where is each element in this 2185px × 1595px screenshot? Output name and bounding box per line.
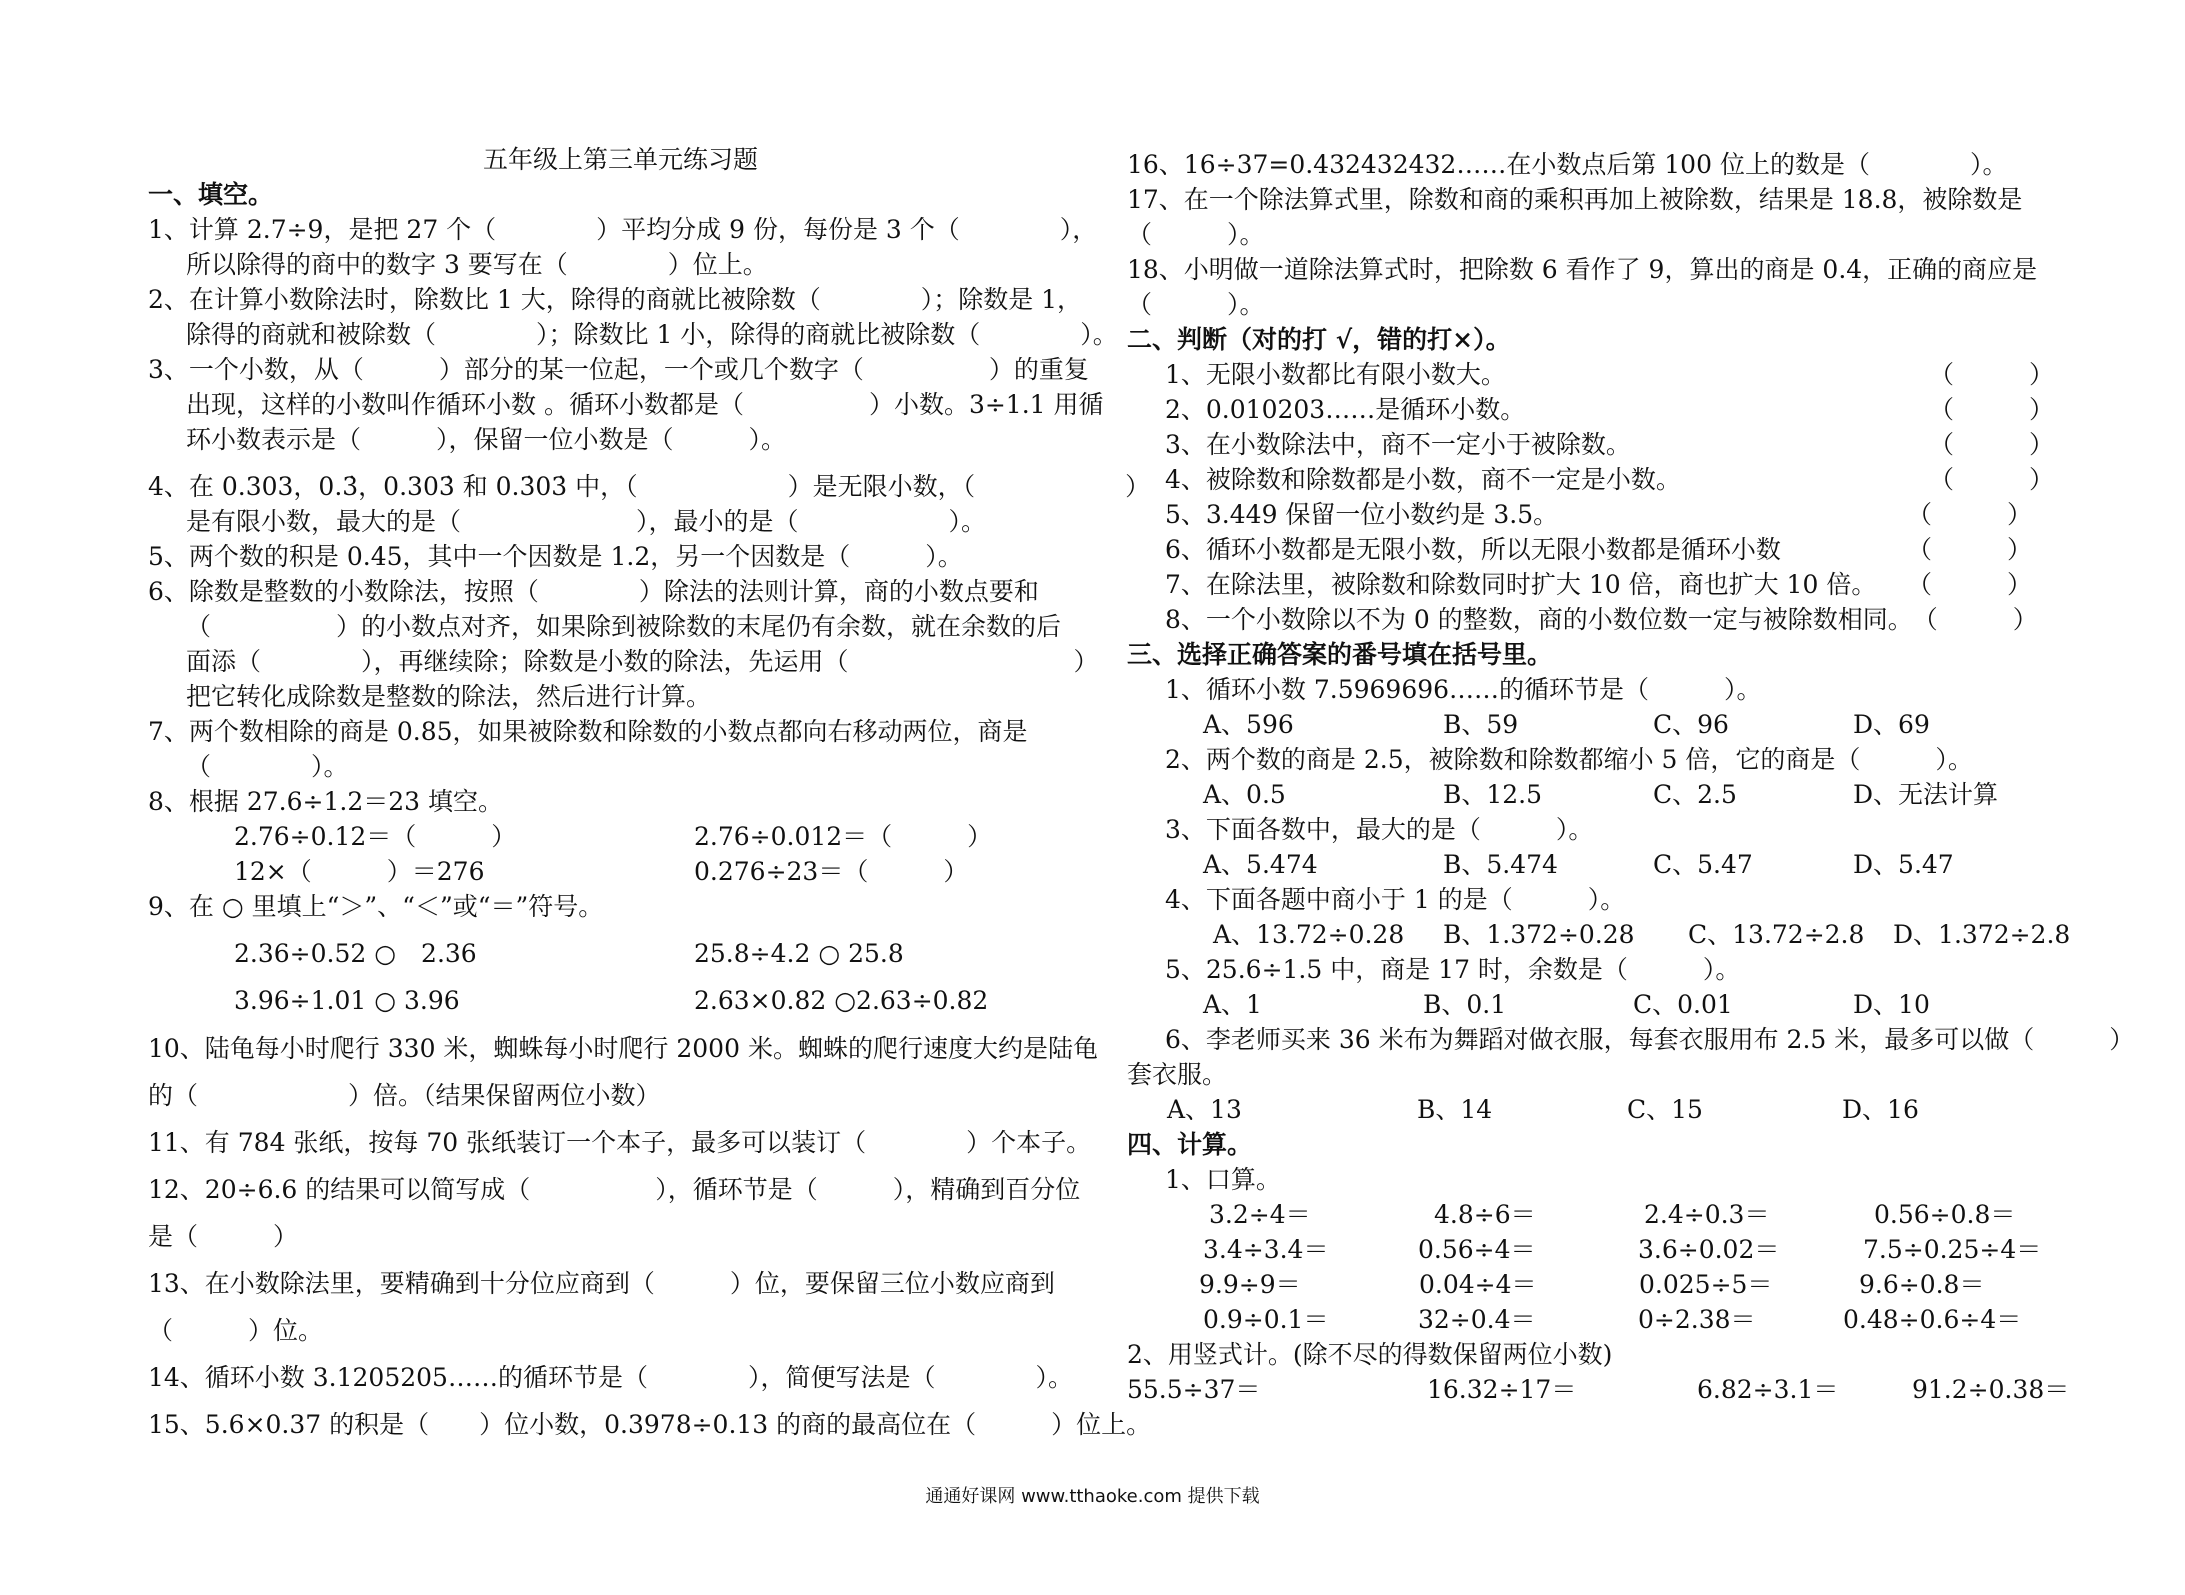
oral-title: 1、口算。: [1165, 1165, 1281, 1194]
oral-item: 0÷2.38＝: [1638, 1305, 1756, 1334]
vertical-item: 55.5÷37＝: [1127, 1375, 1261, 1404]
choice-option: B、14: [1417, 1095, 1493, 1124]
oral-item: 0.56÷4＝: [1418, 1235, 1536, 1264]
q6-line-1: 6、除数是整数的小数除法，按照（ ）除法的法则计算，商的小数点要和: [148, 577, 1039, 606]
judge-text: 3、在小数除法中，商不一定小于被除数。: [1165, 430, 1631, 459]
page-footer: 通通好课网 www.tthaoke.com 提供下载: [925, 1486, 1260, 1507]
choice-options: [1127, 777, 2072, 812]
q9-title: 9、在 ○ 里填上“＞”、“＜”或“＝”符号。: [148, 892, 604, 921]
q9-item: 25.8÷4.2 ○ 25.8: [694, 939, 904, 968]
q1-line-1: 1、计算 2.7÷9，是把 27 个（ ）平均分成 9 份，每份是 3 个（ ），: [148, 215, 1098, 244]
judge-bracket: （ ）: [1928, 360, 2054, 389]
q9-item: 2.36÷0.52 ○ 2.36: [234, 939, 477, 968]
choice-options: [1127, 707, 2072, 742]
q9-item: 2.63×0.82 ○2.63÷0.82: [694, 986, 989, 1015]
left-column: [148, 142, 1152, 1442]
judge-bracket: （ ）: [1906, 535, 2032, 564]
oral-item: 0.56÷0.8＝: [1874, 1200, 2016, 1229]
judge-bracket: （ ）: [1906, 500, 2032, 529]
q8-item: 12×（ ）＝276: [234, 857, 485, 886]
choice-question: 5、25.6÷1.5 中，商是 17 时，余数是（ ）。: [1165, 955, 1741, 984]
q5-line: 5、两个数的积是 0.45，其中一个因数是 1.2，另一个因数是（ ）。: [148, 542, 963, 571]
choice-option: C、0.01: [1633, 990, 1733, 1019]
q9-row-2: [148, 983, 1093, 1018]
judge-bracket: （ ）: [1912, 605, 2038, 634]
oral-row: [1127, 1232, 2072, 1267]
choice-option: D、5.47: [1853, 850, 1954, 879]
judge-text: 6、循环小数都是无限小数，所以无限小数都是循环小数: [1165, 535, 1781, 564]
q7-line-2: （ ）。: [186, 752, 349, 781]
q13-line-1: 13、在小数除法里，要精确到十分位应商到（ ）位，要保留三位小数应商到: [148, 1269, 1055, 1298]
q8-item: 2.76÷0.012＝（ ）: [694, 822, 993, 851]
choice-option: C、96: [1653, 710, 1729, 739]
section-3-title: 三、选择正确答案的番号填在括号里。: [1127, 640, 1553, 669]
q14-line: 14、循环小数 3.1205205……的循环节是（ ），简便写法是（ ）。: [148, 1363, 1073, 1392]
choice-question: 3、下面各数中，最大的是（ ）。: [1165, 815, 1594, 844]
choice-option: C、2.5: [1653, 780, 1737, 809]
section-1-title: 一、填空。: [148, 180, 274, 209]
q6-line-3: 面添（ ），再继续除；除数是小数的除法，先运用（ ）: [186, 647, 1099, 676]
choice-option: A、1: [1203, 990, 1262, 1019]
choice-option: D、无法计算: [1853, 780, 1999, 809]
judge-item: [1127, 532, 2072, 567]
choice-question-6-line-1: 6、李老师买来 36 米布为舞蹈对做衣服，每套衣服用布 2.5 米，最多可以做（ ）: [1165, 1025, 2135, 1054]
q15-line: 15、5.6×0.37 的积是（ ）位小数，0.3978÷0.13 的商的最高位在（ ）位上。: [148, 1410, 1152, 1439]
judge-item: [1127, 497, 2072, 532]
choice-option: C、13.72÷2.8: [1688, 920, 1865, 949]
choice-option: C、5.47: [1653, 850, 1753, 879]
oral-item: 9.6÷0.8＝: [1859, 1270, 1985, 1299]
section-2-title: 二、判断（对的打 √，错的打×）。: [1127, 325, 1511, 354]
choice-option: D、1.372÷2.8: [1893, 920, 2071, 949]
choice-option: D、16: [1842, 1095, 1919, 1124]
vertical-item: 91.2÷0.38＝: [1912, 1375, 2070, 1404]
choice-option: B、59: [1443, 710, 1519, 739]
judge-text: 7、在除法里，被除数和除数同时扩大 10 倍，商也扩大 10 倍。: [1165, 570, 1877, 599]
q8-title: 8、根据 27.6÷1.2＝23 填空。: [148, 787, 503, 816]
q13-line-2: （ ）位。: [148, 1316, 324, 1345]
choice-option: A、13.72÷0.28: [1213, 920, 1405, 949]
vertical-row: [1127, 1372, 2072, 1407]
choice-option: C、15: [1627, 1095, 1703, 1124]
vertical-item: 16.32÷17＝: [1427, 1375, 1577, 1404]
q7-line-1: 7、两个数相除的商是 0.85，如果被除数和除数的小数点都向右移动两位，商是: [148, 717, 1028, 746]
q2-line-2: 除得的商就和被除数（ ）；除数比 1 小，除得的商就比被除数（ ）。: [186, 320, 1118, 349]
vertical-item: 6.82÷3.1＝: [1697, 1375, 1839, 1404]
q3-line-2: 出现，这样的小数叫作循环小数 。循环小数都是（ ）小数。3÷1.1 用循: [186, 390, 1104, 419]
choice-options: [1127, 987, 2072, 1022]
choice-option: B、12.5: [1443, 780, 1543, 809]
judge-text: 5、3.449 保留一位小数约是 3.5。: [1165, 500, 1559, 529]
choice-option: A、596: [1203, 710, 1294, 739]
oral-item: 3.6÷0.02＝: [1638, 1235, 1780, 1264]
q8-item: 0.276÷23＝（ ）: [694, 857, 969, 886]
oral-item: 0.48÷0.6÷4＝: [1843, 1305, 2022, 1334]
judge-item: [1127, 427, 2072, 462]
choice-option: D、69: [1853, 710, 1930, 739]
choice-option: A、5.474: [1203, 850, 1318, 879]
q2-line-1: 2、在计算小数除法时，除数比 1 大，除得的商就比被除数（ ）；除数是 1，: [148, 285, 1083, 314]
q8-item: 2.76÷0.12＝（ ）: [234, 822, 517, 851]
judge-item: [1127, 602, 2072, 637]
choice-question: 2、两个数的商是 2.5，被除数和除数都缩小 5 倍，它的商是（ ）。: [1165, 745, 1973, 774]
oral-item: 7.5÷0.25÷4＝: [1863, 1235, 2042, 1264]
choice-option: A、0.5: [1203, 780, 1286, 809]
section-4-title: 四、计算。: [1127, 1130, 1253, 1159]
oral-item: 4.8÷6＝: [1434, 1200, 1536, 1229]
choice-question: 4、下面各题中商小于 1 的是（ ）。: [1165, 885, 1626, 914]
choice-question-6-line-2: 套衣服。: [1127, 1060, 1228, 1089]
judge-item: [1127, 357, 2072, 392]
q17-line-1: 17、在一个除法算式里，除数和商的乘积再加上被除数，结果是 18.8，被除数是: [1127, 185, 2023, 214]
page-title: 五年级上第三单元练习题: [482, 145, 758, 174]
q10-line-2: 的（ ）倍。（结果保留两位小数）: [148, 1081, 661, 1110]
judge-text: 2、0.010203……是循环小数。: [1165, 395, 1526, 424]
right-column: [1127, 147, 2135, 1407]
choice-option: B、1.372÷0.28: [1443, 920, 1635, 949]
q18-line-1: 18、小明做一道除法算式时，把除数 6 看作了 9，算出的商是 0.4，正确的商应是: [1127, 255, 2038, 284]
oral-item: 9.9÷9＝: [1199, 1270, 1301, 1299]
q16-line: 16、16÷37=0.432432432……在小数点后第 100 位上的数是（ ）。: [1127, 150, 2008, 179]
q1-line-2: 所以除得的商中的数字 3 要写在（ ）位上。: [186, 250, 768, 279]
oral-item: 0.9÷0.1＝: [1203, 1305, 1329, 1334]
q3-line-1: 3、一个小数，从（ ）部分的某一位起，一个或几个数字（ ）的重复: [148, 355, 1089, 384]
oral-item: 3.4÷3.4＝: [1203, 1235, 1329, 1264]
q4-line-2: 是有限小数，最大的是（ ），最小的是（ ）。: [186, 507, 987, 536]
judge-item: [1127, 392, 2072, 427]
oral-item: 32÷0.4＝: [1418, 1305, 1536, 1334]
choice-question: 1、循环小数 7.5969696……的循环节是（ ）。: [1165, 675, 1762, 704]
judge-bracket: （ ）: [1928, 395, 2054, 424]
oral-row: [1127, 1302, 2072, 1337]
judge-item: [1127, 567, 2072, 602]
q9-item: 3.96÷1.01 ○ 3.96: [234, 986, 460, 1015]
oral-item: 0.04÷4＝: [1419, 1270, 1537, 1299]
q9-row-1: [148, 936, 1093, 971]
q12-line-1: 12、20÷6.6 的结果可以简写成（ ），循环节是（ ），精确到百分位: [148, 1175, 1081, 1204]
q8-row-2: [148, 854, 1093, 889]
q12-line-2: 是（ ）: [148, 1222, 299, 1251]
judge-text: 1、无限小数都比有限小数大。: [1165, 360, 1506, 389]
judge-text: 8、一个小数除以不为 0 的整数，商的小数位数一定与被除数相同。: [1165, 605, 1913, 634]
judge-text: 4、被除数和除数都是小数，商不一定是小数。: [1165, 465, 1681, 494]
q3-line-3: 环小数表示是（ ），保留一位小数是（ ）。: [186, 425, 787, 454]
oral-item: 0.025÷5＝: [1639, 1270, 1773, 1299]
choice-option: A、13: [1167, 1095, 1242, 1124]
choice-options: [1127, 1092, 2072, 1127]
choice-options: [1127, 917, 2072, 952]
q6-line-2: （ ）的小数点对齐，如果除到被除数的末尾仍有余数，就在余数的后: [186, 612, 1062, 641]
oral-row: [1127, 1267, 2072, 1302]
q18-line-2: （ ）。: [1127, 290, 1265, 319]
q6-line-4: 把它转化成除数是整数的除法，然后进行计算。: [186, 682, 712, 711]
q8-row-1: [148, 819, 1093, 854]
judge-bracket: （ ）: [1928, 430, 2054, 459]
q11-line: 11、有 784 张纸，按每 70 张纸装订一个本子，最多可以装订（ ）个本子。: [148, 1128, 1092, 1157]
q4-line-1: 4、在 0.303，0.3̇，0.303̇ 和 0.3̇03̇ 中，（ ）是无限小数，（ ）: [148, 472, 1151, 501]
choice-option: B、0.1: [1423, 990, 1507, 1019]
vertical-title: 2、用竖式计。(除不尽的得数保留两位小数): [1127, 1340, 1613, 1369]
judge-bracket: （ ）: [1906, 570, 2032, 599]
oral-item: 2.4÷0.3＝: [1644, 1200, 1770, 1229]
judge-item: [1127, 462, 2072, 497]
q17-line-2: （ ）。: [1127, 220, 1265, 249]
choice-option: D、10: [1853, 990, 1930, 1019]
choice-option: B、5.474: [1443, 850, 1558, 879]
choice-options: [1127, 847, 2072, 882]
oral-item: 3.2÷4＝: [1209, 1200, 1311, 1229]
oral-row: [1127, 1197, 2072, 1232]
q10-line-1: 10、陆龟每小时爬行 330 米，蜘蛛每小时爬行 2000 米。蜘蛛的爬行速度大约是陆龟: [148, 1034, 1098, 1063]
judge-bracket: （ ）: [1928, 465, 2054, 494]
